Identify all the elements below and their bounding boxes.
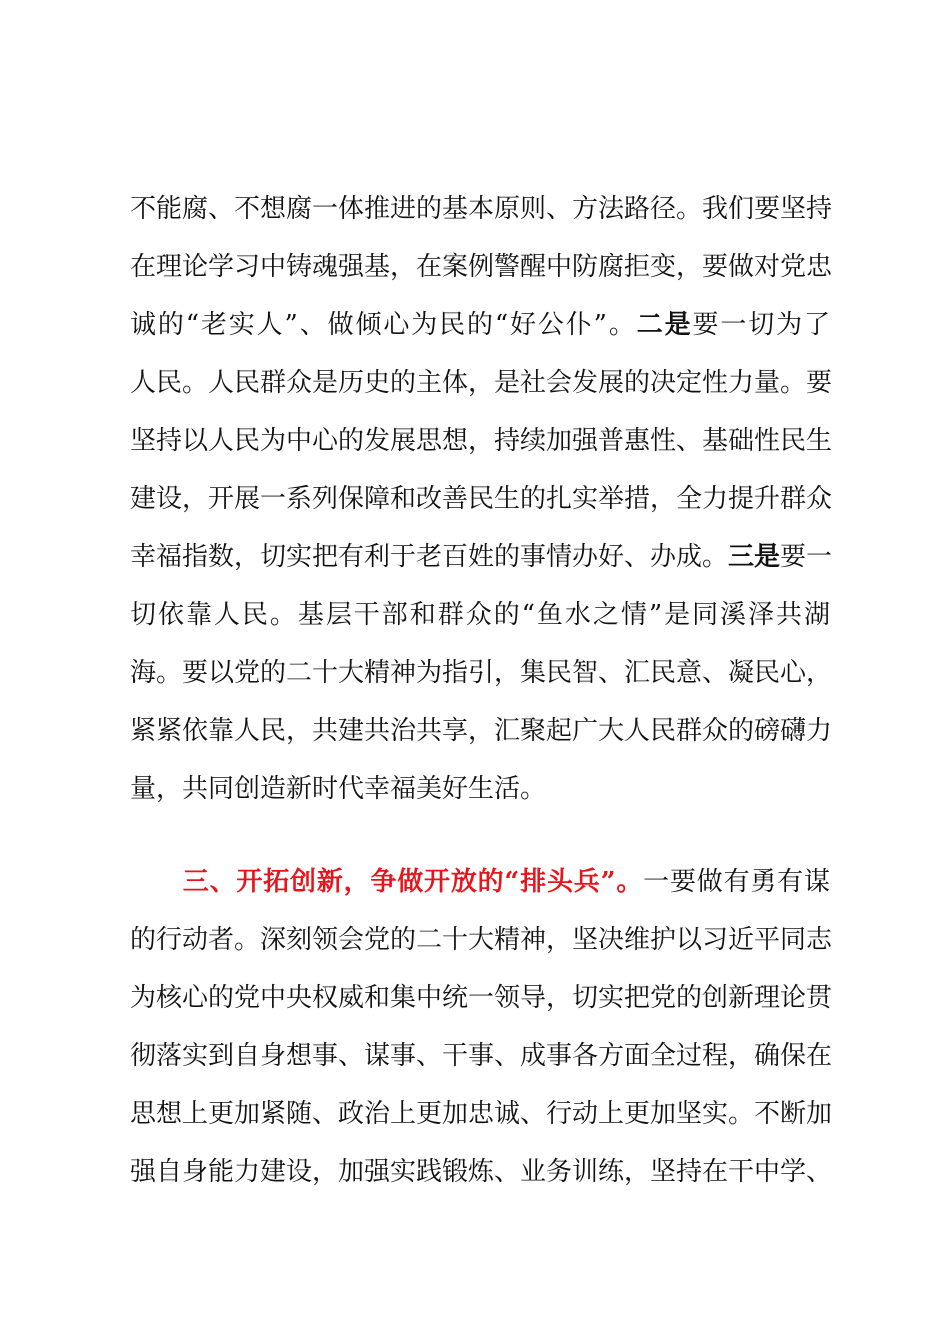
paragraph-gap [130, 818, 830, 853]
paragraph-innovation [130, 853, 833, 1201]
section-heading: 三、开拓创新，争做开放的“排头兵”。 [182, 867, 644, 897]
text-line: 紧紧依靠人民，共建共治共享，汇聚起广大人民群众的磅礴力 [130, 716, 833, 746]
paragraph-people [130, 180, 833, 818]
text-segment: 要一 [780, 542, 833, 572]
text-line: 强自身能力建设，加强实践锻炼、业务训练，坚持在干中学、 [130, 1157, 833, 1187]
text-line: 坚持以人民为中心的发展思想，持续加强普惠性、基础性民生 [130, 426, 833, 456]
text-line: 的行动者。深刻领会党的二十大精神，坚决维护以习近平同志 [130, 925, 833, 955]
text-line: 不能腐、不想腐一体推进的基本原则、方法路径。我们要坚持 [130, 194, 833, 224]
text-line [130, 296, 830, 354]
text-line: 建设，开展一系列保障和改善民生的扎实举措，全力提升群众 [130, 484, 833, 514]
text-line: 思想上更加紧随、政治上更加忠诚、行动上更加坚实。不断加 [130, 1099, 833, 1129]
text-line [130, 853, 830, 911]
text-line: 为核心的党中央权威和集中统一领导，切实把党的创新理论贯 [130, 983, 833, 1013]
text-line: 在理论学习中铸魂强基，在案例警醒中防腐拒变，要做对党忠 [130, 252, 833, 282]
text-line: 人民。人民群众是历史的主体，是社会发展的决定性力量。要 [130, 368, 833, 398]
text-line: 量，共同创造新时代幸福美好生活。 [130, 774, 547, 804]
text-segment: 要一切为了 [692, 310, 830, 340]
text-line: 切依靠人民。基层干部和群众的“鱼水之情”是同溪泽共湖 [130, 600, 830, 630]
text-line: 彻落实到自身想事、谋事、干事、成事各方面全过程，确保在 [130, 1041, 833, 1071]
enumeration-marker: 三是 [728, 542, 781, 572]
text-segment: 一要做有勇有谋 [643, 867, 830, 897]
enumeration-marker: 二是 [636, 310, 693, 340]
text-line [130, 528, 833, 586]
document-page [130, 180, 833, 1201]
text-segment: 幸福指数，切实把有利于老百姓的事情办好、办成。 [130, 542, 729, 572]
text-segment: 诚的“老实人”、做倾心为民的“好公仆”。 [130, 310, 637, 340]
text-line: 海。要以党的二十大精神为指引，集民智、汇民意、凝民心， [130, 658, 833, 688]
